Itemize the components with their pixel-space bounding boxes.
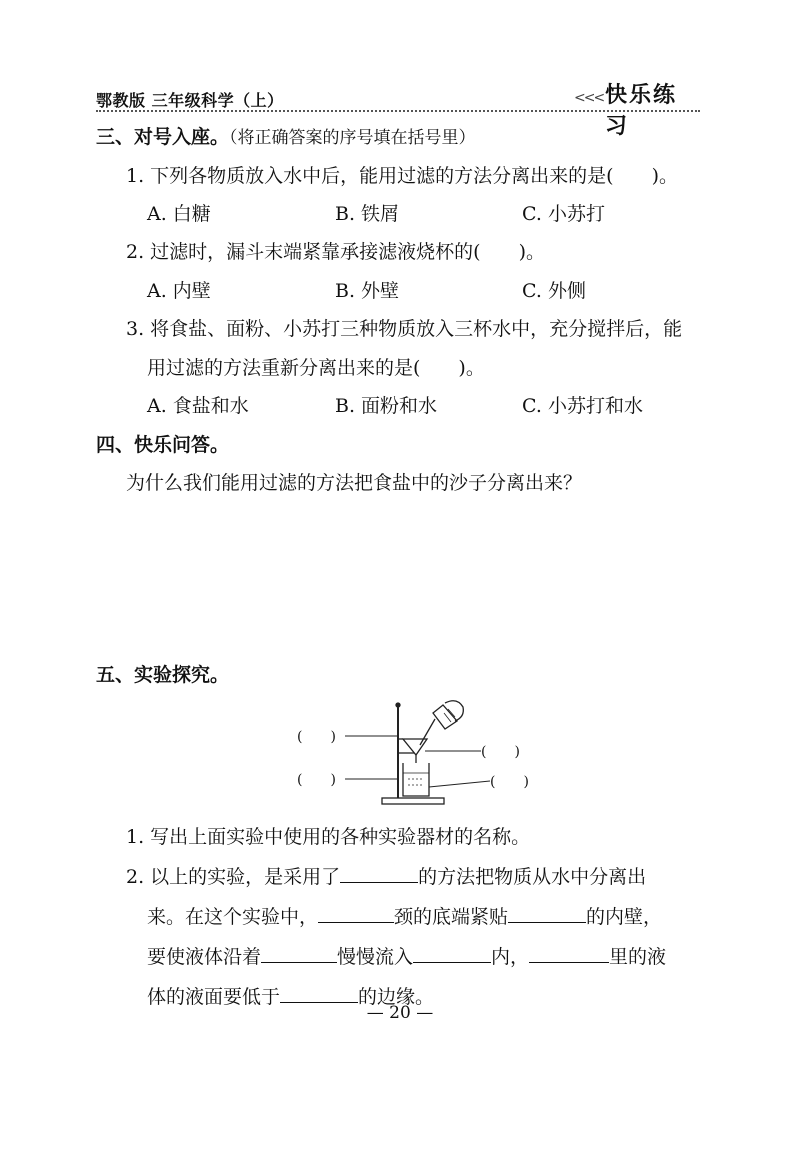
brand-title: 快乐练习	[605, 83, 678, 139]
q2-text-11: 的边缘。	[358, 986, 435, 1008]
section3-title: 三、对号入座。	[96, 126, 230, 148]
blank-method[interactable]	[340, 864, 418, 883]
q2-text-7: 慢慢流入	[337, 946, 414, 968]
page-number: — 20 —	[366, 1003, 434, 1023]
blank-filter-paper[interactable]	[280, 984, 358, 1003]
section4-question: 为什么我们能用过滤的方法把食盐中的沙子分离出来？	[126, 472, 583, 494]
q2-text-5: 的内壁，	[586, 906, 663, 928]
q2-text-4: 颈的底端紧贴	[394, 906, 509, 928]
blank-glass-rod[interactable]	[261, 944, 337, 963]
q2-text-2: 的方法把物质从水中分离出	[418, 866, 647, 888]
filtration-apparatus-figure	[285, 695, 540, 810]
header-divider	[96, 110, 700, 112]
q2-text-10: 体的液面要低于	[147, 986, 281, 1008]
blank-container[interactable]	[529, 944, 609, 963]
figure-label-1: ( )	[297, 729, 336, 745]
section5-question-2-line3	[147, 942, 666, 969]
section5-question-1: 1. 写出上面实验中使用的各种实验器材的名称。	[126, 826, 531, 848]
blank-funnel[interactable]	[318, 904, 394, 923]
option-3-1-b: B. 铁屑	[335, 203, 400, 225]
book-title: 鄂教版 三年级科学（上）	[96, 91, 284, 110]
figure-label-3: ( )	[481, 744, 520, 760]
figure-label-4: ( )	[490, 774, 529, 790]
q2-text-8: 内，	[491, 946, 530, 968]
q2-text-9: 里的液	[609, 946, 667, 968]
section3-heading	[96, 122, 476, 149]
option-3-3-c: C. 小苏打和水	[522, 395, 643, 417]
option-3-2-a: A. 内壁	[147, 280, 211, 302]
option-3-3-a: A. 食盐和水	[147, 395, 249, 417]
option-3-2-b: B. 外壁	[335, 280, 400, 302]
section5-title: 五、实验探究。	[96, 664, 230, 686]
blank-beaker-wall[interactable]	[508, 904, 586, 923]
section3-note: （将正确答案的序号填在括号里）	[229, 128, 476, 148]
q2-text-1: 2. 以上的实验，是采用了	[126, 866, 341, 888]
figure-label-2: ( )	[297, 772, 336, 788]
option-3-2-c: C. 外侧	[522, 280, 586, 302]
chevrons-icon: <<<	[574, 90, 604, 106]
question-3-3-line1: 3. 将食盐、面粉、小苏打三种物质放入三杯水中，充分搅拌后，能	[126, 318, 683, 340]
blank-funnel-2[interactable]	[413, 944, 491, 963]
q2-text-3: 来。在这个实验中，	[147, 906, 319, 928]
question-3-3-line2: 用过滤的方法重新分离出来的是( )。	[147, 357, 485, 379]
question-3-1: 1. 下列各物质放入水中后，能用过滤的方法分离出来的是( )。	[126, 165, 678, 187]
option-3-1-c: C. 小苏打	[522, 203, 605, 225]
option-3-1-a: A. 白糖	[147, 203, 211, 225]
option-3-3-b: B. 面粉和水	[335, 395, 438, 417]
section4-title: 四、快乐问答。	[96, 434, 230, 456]
filtration-apparatus-icon	[285, 695, 540, 810]
q2-text-6: 要使液体沿着	[147, 946, 262, 968]
section5-question-2-line2	[147, 902, 662, 929]
question-3-2: 2. 过滤时，漏斗末端紧靠承接滤液烧杯的( )。	[126, 241, 545, 263]
section5-question-2-line1	[126, 862, 646, 889]
